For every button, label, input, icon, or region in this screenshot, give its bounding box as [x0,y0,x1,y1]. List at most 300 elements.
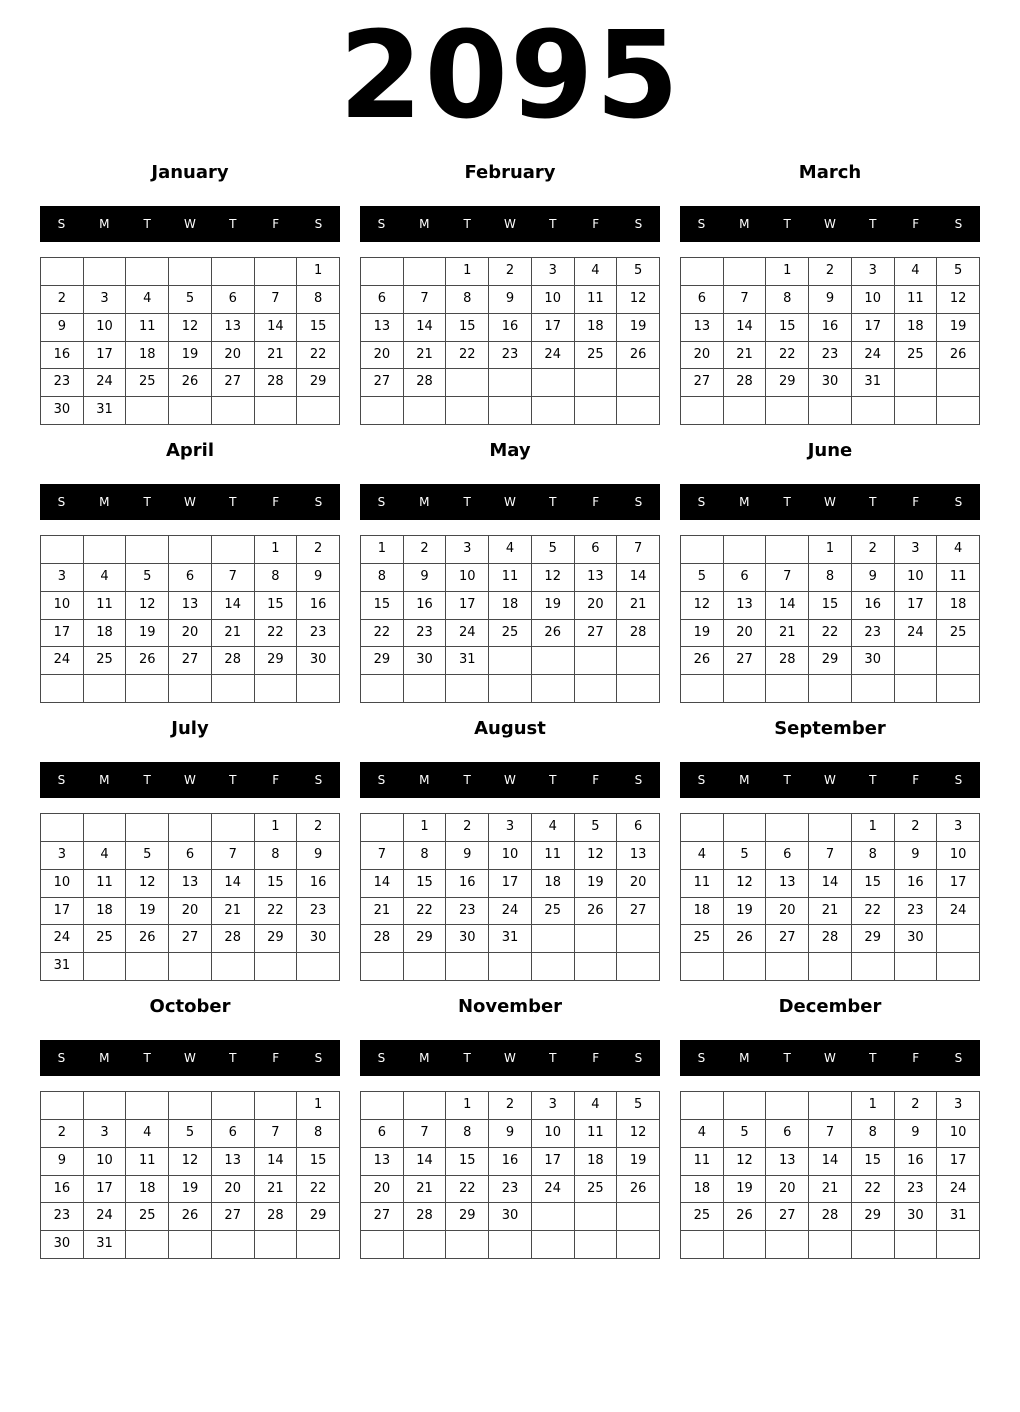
day-cell: 10 [84,1148,127,1176]
day-cell: 27 [766,925,809,953]
day-cell: 14 [724,314,767,342]
day-cell: 11 [532,842,575,870]
weekday-label: S [954,773,963,787]
day-cell: 3 [41,564,84,592]
day-cell: 10 [532,1120,575,1148]
day-cell: 21 [724,342,767,370]
day-cell: 7 [212,842,255,870]
day-cell: 10 [41,592,84,620]
empty-cell [255,675,298,703]
day-cell: 3 [937,814,980,842]
day-cell: 16 [489,1148,532,1176]
empty-cell [126,258,169,286]
empty-cell [404,953,447,981]
day-cell: 13 [169,592,212,620]
day-cell: 7 [809,842,852,870]
day-cell: 13 [212,1148,255,1176]
weekday-label: M [419,217,430,231]
day-cell: 3 [852,258,895,286]
empty-cell [212,953,255,981]
day-cell: 15 [255,870,298,898]
day-cell: 28 [617,620,660,648]
day-cell: 9 [41,314,84,342]
month-name: March [798,162,862,183]
day-cell: 7 [404,286,447,314]
weekday-label: T [143,217,151,231]
empty-cell [41,258,84,286]
weekday-label: M [739,773,750,787]
empty-cell [724,814,767,842]
day-cell: 31 [84,1231,127,1259]
day-cell: 24 [937,1176,980,1204]
day-cell: 14 [809,1148,852,1176]
day-grid [40,257,340,425]
empty-cell [575,369,618,397]
empty-cell [126,397,169,425]
day-cell: 26 [169,1203,212,1231]
day-grid [40,1091,340,1259]
weekday-label: W [184,217,196,231]
weekday-label: W [184,1051,196,1065]
empty-cell [809,675,852,703]
day-cell: 27 [212,1203,255,1231]
day-cell: 8 [255,564,298,592]
empty-cell [724,536,767,564]
day-cell: 10 [446,564,489,592]
day-cell: 9 [895,842,938,870]
day-cell: 21 [809,898,852,926]
day-cell: 31 [84,397,127,425]
day-cell: 21 [404,1176,447,1204]
day-cell: 11 [84,870,127,898]
empty-cell [212,1092,255,1120]
empty-cell [297,675,340,703]
day-cell: 15 [446,314,489,342]
empty-cell [84,1092,127,1120]
empty-cell [361,397,404,425]
day-cell: 31 [489,925,532,953]
day-cell: 16 [446,870,489,898]
empty-cell [895,1231,938,1259]
weekday-label: S [377,495,386,509]
day-cell: 22 [255,898,298,926]
empty-cell [361,1092,404,1120]
empty-cell [681,814,724,842]
day-cell: 26 [681,647,724,675]
day-cell: 10 [937,842,980,870]
day-cell: 2 [852,536,895,564]
day-cell: 22 [852,1176,895,1204]
day-cell: 6 [169,842,212,870]
day-cell: 23 [809,342,852,370]
day-cell: 18 [489,592,532,620]
weekday-label: S [954,217,963,231]
day-cell: 9 [809,286,852,314]
day-cell: 16 [809,314,852,342]
empty-cell [212,397,255,425]
day-cell: 14 [404,1148,447,1176]
empty-cell [937,675,980,703]
day-cell: 15 [404,870,447,898]
empty-cell [446,675,489,703]
weekday-label: W [504,1051,516,1065]
day-cell: 12 [937,286,980,314]
month-march [680,158,980,430]
empty-cell [937,647,980,675]
weekday-label: S [314,773,323,787]
empty-cell [41,814,84,842]
month-name: June [807,440,853,461]
day-cell: 18 [126,342,169,370]
day-cell: 25 [489,620,532,648]
empty-cell [575,925,618,953]
month-february [360,158,660,430]
day-cell: 19 [126,620,169,648]
day-cell: 24 [937,898,980,926]
day-cell: 16 [895,1148,938,1176]
day-cell: 11 [681,870,724,898]
day-cell: 14 [255,314,298,342]
empty-cell [126,814,169,842]
day-grid [360,1091,660,1259]
weekday-header [360,762,660,798]
month-name: December [778,996,882,1017]
day-cell: 30 [852,647,895,675]
day-cell: 5 [681,564,724,592]
day-cell: 8 [297,1120,340,1148]
day-cell: 12 [617,286,660,314]
day-cell: 6 [361,286,404,314]
day-cell: 29 [255,647,298,675]
month-name: August [474,718,546,739]
empty-cell [255,397,298,425]
empty-cell [937,953,980,981]
day-cell: 7 [255,1120,298,1148]
weekday-label: T [463,773,471,787]
day-cell: 1 [255,536,298,564]
empty-cell [617,1203,660,1231]
empty-cell [41,536,84,564]
empty-cell [404,675,447,703]
day-cell: 23 [895,898,938,926]
day-cell: 26 [617,1176,660,1204]
day-cell: 23 [489,342,532,370]
day-cell: 3 [895,536,938,564]
empty-cell [617,1231,660,1259]
weekday-label: F [272,1051,280,1065]
day-cell: 1 [297,1092,340,1120]
empty-cell [809,397,852,425]
weekday-label: T [783,1051,791,1065]
day-cell: 13 [617,842,660,870]
weekday-label: T [869,217,877,231]
day-cell: 24 [895,620,938,648]
day-cell: 30 [297,925,340,953]
day-cell: 23 [404,620,447,648]
weekday-label: S [377,217,386,231]
empty-cell [681,397,724,425]
empty-cell [255,258,298,286]
day-cell: 16 [41,342,84,370]
day-cell: 27 [169,925,212,953]
day-cell: 11 [895,286,938,314]
day-cell: 23 [41,369,84,397]
day-cell: 19 [681,620,724,648]
day-cell: 27 [361,1203,404,1231]
day-grid [40,535,340,703]
weekday-label: T [783,495,791,509]
day-cell: 15 [297,314,340,342]
empty-cell [84,675,127,703]
day-cell: 6 [361,1120,404,1148]
day-cell: 22 [297,1176,340,1204]
month-january [40,158,340,430]
day-cell: 11 [84,592,127,620]
day-cell: 29 [404,925,447,953]
day-cell: 5 [532,536,575,564]
day-cell: 2 [297,536,340,564]
empty-cell [489,953,532,981]
day-cell: 24 [84,369,127,397]
day-cell: 4 [84,842,127,870]
day-cell: 7 [361,842,404,870]
day-cell: 16 [852,592,895,620]
day-cell: 18 [937,592,980,620]
weekday-label: T [549,773,557,787]
day-cell: 2 [446,814,489,842]
day-cell: 15 [809,592,852,620]
day-cell: 30 [41,1231,84,1259]
empty-cell [169,814,212,842]
day-cell: 3 [84,1120,127,1148]
day-cell: 8 [766,286,809,314]
day-cell: 10 [937,1120,980,1148]
day-cell: 24 [852,342,895,370]
day-cell: 15 [852,1148,895,1176]
day-cell: 11 [575,286,618,314]
day-cell: 11 [126,314,169,342]
day-cell: 19 [724,898,767,926]
day-cell: 23 [895,1176,938,1204]
weekday-label: S [634,1051,643,1065]
weekday-label: S [954,1051,963,1065]
empty-cell [766,953,809,981]
day-cell: 28 [404,369,447,397]
day-cell: 7 [404,1120,447,1148]
day-cell: 29 [446,1203,489,1231]
day-cell: 3 [41,842,84,870]
day-cell: 28 [255,369,298,397]
empty-cell [937,397,980,425]
day-cell: 21 [255,342,298,370]
day-cell: 22 [852,898,895,926]
day-cell: 21 [255,1176,298,1204]
day-cell: 19 [169,342,212,370]
empty-cell [895,397,938,425]
empty-cell [84,536,127,564]
empty-cell [766,397,809,425]
day-cell: 20 [681,342,724,370]
empty-cell [361,675,404,703]
day-cell: 28 [724,369,767,397]
day-cell: 2 [895,814,938,842]
empty-cell [446,953,489,981]
month-may [360,436,660,708]
weekday-header [40,484,340,520]
empty-cell [489,397,532,425]
day-cell: 14 [809,870,852,898]
day-cell: 25 [126,369,169,397]
empty-cell [361,1231,404,1259]
weekday-header [680,762,980,798]
day-cell: 12 [169,314,212,342]
empty-cell [895,953,938,981]
day-cell: 19 [169,1176,212,1204]
day-cell: 24 [41,647,84,675]
empty-cell [255,1092,298,1120]
day-cell: 29 [766,369,809,397]
day-cell: 28 [766,647,809,675]
day-cell: 23 [446,898,489,926]
weekday-label: F [592,495,600,509]
weekday-label: F [272,217,280,231]
day-cell: 7 [809,1120,852,1148]
weekday-label: S [57,1051,66,1065]
weekday-label: M [739,217,750,231]
day-cell: 16 [489,314,532,342]
day-cell: 7 [255,286,298,314]
empty-cell [126,675,169,703]
empty-cell [489,675,532,703]
month-october [40,992,340,1264]
month-name: April [165,440,215,461]
day-cell: 1 [446,258,489,286]
day-cell: 27 [169,647,212,675]
weekday-label: S [634,217,643,231]
day-cell: 10 [532,286,575,314]
month-name: May [489,440,531,461]
empty-cell [681,1231,724,1259]
day-cell: 5 [617,1092,660,1120]
day-cell: 2 [297,814,340,842]
day-cell: 9 [404,564,447,592]
day-cell: 21 [809,1176,852,1204]
day-cell: 19 [126,898,169,926]
empty-cell [617,397,660,425]
day-cell: 9 [41,1148,84,1176]
day-cell: 9 [297,842,340,870]
weekday-label: T [229,1051,237,1065]
day-cell: 23 [489,1176,532,1204]
empty-cell [404,258,447,286]
weekday-label: M [739,1051,750,1065]
day-cell: 11 [937,564,980,592]
empty-cell [169,675,212,703]
empty-cell [575,675,618,703]
empty-cell [126,953,169,981]
day-cell: 26 [937,342,980,370]
day-cell: 20 [361,342,404,370]
empty-cell [724,258,767,286]
day-cell: 22 [404,898,447,926]
empty-cell [532,369,575,397]
day-cell: 19 [575,870,618,898]
day-cell: 17 [532,314,575,342]
day-cell: 28 [255,1203,298,1231]
day-grid [360,257,660,425]
weekday-label: S [57,217,66,231]
day-cell: 30 [895,1203,938,1231]
day-cell: 8 [404,842,447,870]
day-cell: 6 [766,842,809,870]
day-cell: 8 [809,564,852,592]
day-cell: 10 [852,286,895,314]
empty-cell [681,536,724,564]
day-cell: 4 [681,842,724,870]
month-name: January [151,162,229,183]
day-cell: 16 [404,592,447,620]
day-cell: 9 [297,564,340,592]
empty-cell [297,397,340,425]
day-cell: 7 [617,536,660,564]
empty-cell [404,397,447,425]
day-cell: 3 [489,814,532,842]
day-cell: 9 [489,286,532,314]
weekday-label: T [143,773,151,787]
empty-cell [532,647,575,675]
day-cell: 6 [724,564,767,592]
day-cell: 12 [532,564,575,592]
day-cell: 15 [255,592,298,620]
day-cell: 24 [532,1176,575,1204]
weekday-label: F [592,1051,600,1065]
month-september [680,714,980,986]
day-cell: 17 [532,1148,575,1176]
weekday-label: S [954,495,963,509]
month-april [40,436,340,708]
day-cell: 25 [681,1203,724,1231]
day-cell: 2 [489,258,532,286]
day-cell: 8 [255,842,298,870]
day-cell: 26 [724,1203,767,1231]
weekday-label: T [463,495,471,509]
day-cell: 16 [297,870,340,898]
empty-cell [361,814,404,842]
weekday-label: F [912,217,920,231]
day-cell: 20 [212,1176,255,1204]
weekday-label: W [824,1051,836,1065]
weekday-label: M [99,1051,110,1065]
weekday-label: T [463,1051,471,1065]
day-cell: 21 [617,592,660,620]
day-cell: 12 [724,1148,767,1176]
day-cell: 12 [617,1120,660,1148]
day-cell: 5 [575,814,618,842]
day-cell: 30 [297,647,340,675]
day-cell: 29 [809,647,852,675]
empty-cell [489,369,532,397]
day-cell: 20 [617,870,660,898]
day-cell: 4 [575,258,618,286]
day-cell: 24 [489,898,532,926]
day-cell: 11 [126,1148,169,1176]
empty-cell [126,1231,169,1259]
day-cell: 2 [41,1120,84,1148]
day-cell: 10 [489,842,532,870]
empty-cell [169,397,212,425]
day-cell: 8 [446,286,489,314]
day-cell: 14 [361,870,404,898]
